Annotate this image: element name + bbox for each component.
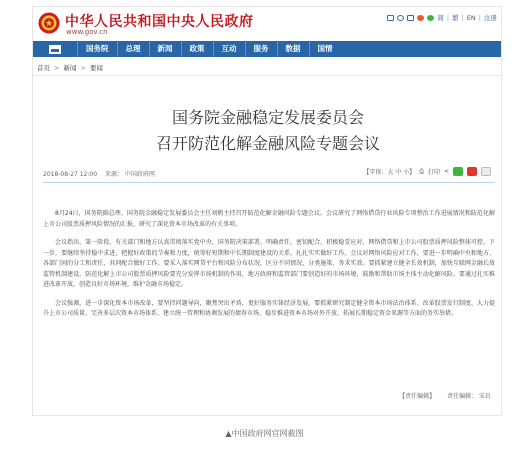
more-share-icon[interactable] [481,167,491,176]
site-header [33,7,502,41]
nav-item-data[interactable]: 数据 [277,41,309,57]
breadcrumb-headlines[interactable]: 要闻 [89,64,103,72]
share-icon[interactable]: < [443,168,449,175]
emblem-icon[interactable] [38,12,60,34]
footer-editor: 责任编辑： 宋岩 [447,393,491,400]
article-title-line2: 召开防范化解金融风险专题会议 [155,134,380,153]
print-button[interactable]: 打印 [427,169,440,176]
article-title-line1: 国务院金融稳定发展委员会 [171,108,364,127]
article-tools [363,167,491,176]
nav-item-state-council[interactable]: 国务院 [77,41,117,57]
footer-source: 【责任编辑】 [399,393,436,400]
paragraph: 会议强调，进一步深化资本市场改革，要坚持问题导向，聚焦突出矛盾，更好服务实体经济发展。要抓紧研究制定健全资本市场法治体系、改革股票发行制度、大力提升上市公司质量、完善多层次资本市场体系、建立统一管理和协调发展的债券市场、稳步推进资本市场对外开放、拓展长期稳定资金来源等方面的务实举措。 [43,299,495,317]
nav-item-national[interactable]: 国情 [309,41,341,57]
article-body [43,209,495,328]
screenshot-frame [32,6,502,416]
breadcrumb-home[interactable]: 首页 [37,64,50,72]
site-title[interactable]: 中华人民共和国中央人民政府 [65,14,254,30]
site-url: www.gov.cn [66,28,108,36]
nav-item-premier[interactable]: 总理 [117,41,149,57]
article-footer [389,391,491,400]
nav-item-policy[interactable]: 政策 [181,41,213,57]
wechat-share-icon[interactable] [453,167,463,176]
weibo-share-icon[interactable] [467,167,477,176]
lang-simplified[interactable]: 简 [437,14,444,22]
wechat-icon[interactable] [427,15,434,21]
divider [43,182,495,183]
rss-icon[interactable] [407,15,414,21]
home-icon [49,45,61,54]
nav-item-interaction[interactable]: 互动 [213,41,245,57]
main-nav [33,41,502,57]
article-meta [43,169,161,178]
print-icon[interactable]: ⎙ [419,167,424,175]
breadcrumb-news[interactable]: 新闻 [63,64,77,72]
nav-item-news[interactable]: 新闻 [149,41,181,57]
nav-item-service[interactable]: 服务 [245,41,277,57]
top-links: 简 | 繁 | EN | 注册 [387,13,497,22]
app-icon[interactable] [397,15,404,21]
mail-icon[interactable] [387,15,394,21]
image-caption: ▲中国政府网官网截图 [225,429,304,438]
weibo-icon[interactable] [417,15,424,21]
lang-traditional[interactable]: 繁 [452,14,459,22]
register-link[interactable]: 注册 [484,14,497,22]
article-source: 来源： 中国政府网 [105,171,155,178]
paragraph: 8月24日，国务院副总理、国务院金融稳定发展委员会主任刘鹤主持召开防范化解金融风险专题会议。会议研究了网络借贷行业风险专项整治工作进展情况和防范化解上市公司股票质押风险情况的汇报，研究了深化资本市场改革的有关事项。 [43,210,495,228]
breadcrumb: 首页 > 新闻 > 要闻 [37,64,103,72]
nav-home[interactable] [33,41,77,57]
lang-english[interactable]: EN [466,13,476,22]
paragraph: 会议指出，第一阶段，有关部门和地方认真贯彻落实党中央、国务院决策部署，明确责任，密切配合，积极稳妥应对，网络借贷和上市公司股票质押风险整体可控。下一步，要继续坚持稳中求进，把握好政策的节奏和力度，统筹好短期和中长期制度建设的关系，扎扎实实做好工作。会议对网络风险应对工作，要进一步明确中央和地方、各部门间的分工和责任，共同配合做好工作。要采入落实网贷平台和风险分布状况，区分不同情况，分类施策，务求实效。要抓紧建立健全长效机制，加快互联网金融长效监管机制建设。防范化解上市公司股票质押风险要充分发挥市场机制的作用，地方政府和监管部门要创造好的市场环境，鼓励和帮助市场主体主动化解风险。要通过扎实推进改革开放，创造良好市场环境，维护金融市场稳定。 [43,239,495,288]
divider [33,75,502,76]
font-size-control[interactable]: 【字体：大 中 小】 [363,169,416,176]
article-datetime: 2018-08-27 12:00 [43,171,98,178]
